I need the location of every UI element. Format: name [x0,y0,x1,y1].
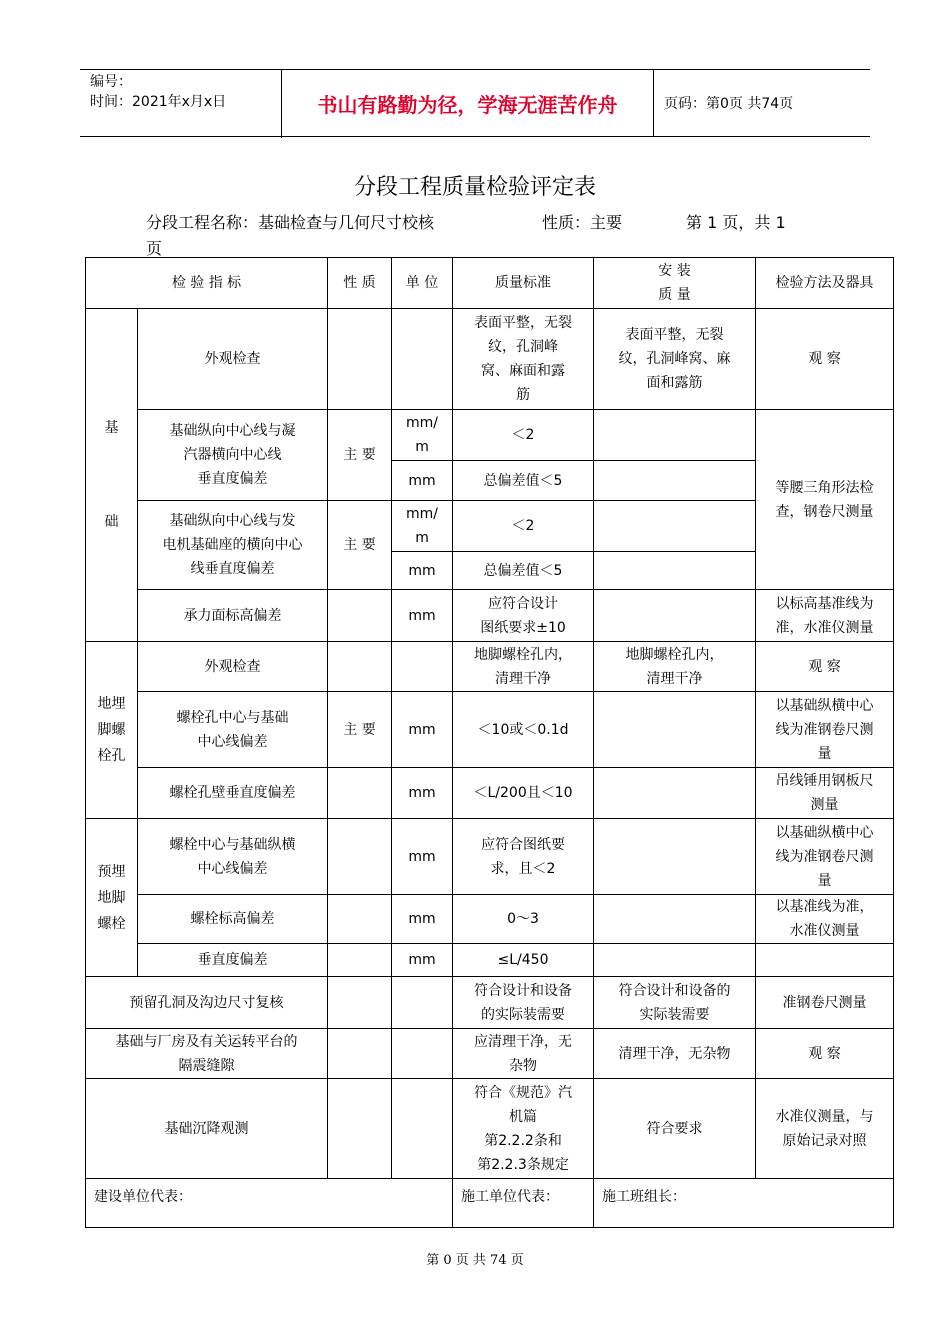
header-motto-cell [282,70,654,136]
item-cell: 基础纵向中心线与凝 汽器横向中心线 垂直度偏差 [138,410,328,501]
quality-cell: 符合设计和设备的 实际装需要 [594,977,756,1029]
subtitle-page: 第 1 页，共 1 [686,213,786,232]
table-row [86,977,894,1029]
header-install-quality: 安 装 质 量 [594,258,756,309]
project-nature: 性质：主要 [542,213,623,232]
standard-cell: ＜L/200且＜10 [453,768,594,819]
standard-cell: 表面平整，无裂 纹，孔洞峰 窝、麻面和露 筋 [453,309,594,410]
table-header-row [86,258,894,309]
item-cell: 垂直度偏差 [138,944,328,977]
table-row [86,1029,894,1079]
method-cell: 以基础纵横中心 线为准钢卷尺测 量 [756,692,894,768]
method-cell: 吊线锤用钢板尺 测量 [756,768,894,819]
page-footer: 第 0 页 共 74 页 [426,1253,524,1268]
unit-cell: mm [392,819,453,895]
table-row [86,590,894,642]
team-leader: 施工班组长： [594,1179,894,1228]
item-cell: 承力面标高偏差 [138,590,328,642]
unit-cell: mm/ m [392,501,453,552]
project-name: 分段工程名称：基础检查与几何尺寸校核 [146,213,435,232]
group-foundation: 基 础 [86,309,138,642]
standard-cell: ＜10或＜0.1d [453,692,594,768]
unit-cell: mm/ m [392,410,453,461]
standard-cell: 地脚螺栓孔内， 清理干净 [453,642,594,692]
header-nature: 性 质 [328,258,392,309]
builder-representative: 施工单位代表： [453,1179,594,1228]
unit-cell: mm [392,461,453,501]
nature-cell: 主 要 [328,501,392,590]
table-row [86,944,894,977]
quality-cell: 清理干净，无杂物 [594,1029,756,1079]
standard-cell: 总偏差值＜5 [453,461,594,501]
standard-cell: 0～3 [453,895,594,944]
group-embedded-bolt: 预埋 地脚 螺栓 [86,819,138,977]
method-cell: 观 察 [756,309,894,410]
standard-cell: 总偏差值＜5 [453,552,594,590]
number-label: 编号： [90,74,132,90]
item-cell: 预留孔洞及沟边尺寸复核 [86,977,328,1029]
method-cell: 观 察 [756,1029,894,1079]
table-row [86,895,894,944]
standard-cell: ＜2 [453,410,594,461]
method-cell: 观 察 [756,642,894,692]
item-cell: 基础与厂房及有关运转平台的 隔震缝隙 [86,1029,328,1079]
owner-representative: 建设单位代表： [86,1179,453,1228]
page-info: 页码：第0页 共74页 [664,96,794,112]
unit-cell: mm [392,590,453,642]
unit-cell: mm [392,692,453,768]
unit-cell: mm [392,552,453,590]
nature-cell: 主 要 [328,692,392,768]
nature-cell: 主 要 [328,410,392,501]
header-standard: 质量标准 [453,258,594,309]
method-cell: 以标高基准线为 准，水准仪测量 [756,590,894,642]
header-meta [80,70,282,138]
table-row [86,768,894,819]
standard-cell: ≤L/450 [453,944,594,977]
standard-cell: 应符合设计 图纸要求±10 [453,590,594,642]
subtitle-line [146,210,786,233]
standard-cell: ＜2 [453,501,594,552]
standard-cell: 符合设计和设备 的实际装需要 [453,977,594,1029]
standard-cell: 应清理干净，无 杂物 [453,1029,594,1079]
header-page-cell [664,70,870,136]
page-title: 分段工程质量检验评定表 [353,175,596,200]
quality-cell: 符合要求 [594,1079,756,1179]
standard-cell: 应符合图纸要 求，且＜2 [453,819,594,895]
header-indicator: 检 验 指 标 [86,258,328,309]
document-header [80,69,870,137]
quality-cell: 表面平整，无裂 纹，孔洞峰窝、麻 面和露筋 [594,309,756,410]
date-label: 时间：2021年x月x日 [90,94,227,110]
method-cell: 以基础纵横中心 线为准钢卷尺测 量 [756,819,894,895]
item-cell: 螺栓中心与基础纵横 中心线偏差 [138,819,328,895]
method-cell: 等腰三角形法检 查，钢卷尺测量 [756,410,894,590]
header-unit: 单 位 [392,258,453,309]
table-row [86,692,894,768]
item-cell: 螺栓标高偏差 [138,895,328,944]
method-cell: 以基准线为准， 水准仪测量 [756,895,894,944]
method-cell: 准钢卷尺测量 [756,977,894,1029]
method-cell: 水准仪测量，与 原始记录对照 [756,1079,894,1179]
group-anchor-hole: 地埋 脚螺 栓孔 [86,642,138,819]
signature-row [86,1179,894,1228]
subtitle-page-cont: 页 [146,239,163,258]
table-row [86,309,894,410]
item-cell: 螺栓孔中心与基础 中心线偏差 [138,692,328,768]
item-cell: 外观检查 [138,309,328,410]
table-row [86,819,894,895]
motto: 书山有路勤为径，学海无涯苦作舟 [317,92,618,117]
table-row [86,642,894,692]
item-cell: 外观检查 [138,642,328,692]
standard-cell: 符合《规范》汽 机篇 第2.2.2条和 第2.2.3条规定 [453,1079,594,1179]
table-row [86,410,894,461]
unit-cell: mm [392,944,453,977]
quality-cell: 地脚螺栓孔内， 清理干净 [594,642,756,692]
item-cell: 基础沉降观测 [86,1079,328,1179]
inspection-table [85,257,894,1228]
unit-cell: mm [392,895,453,944]
item-cell: 基础纵向中心线与发 电机基础座的横向中心 线垂直度偏差 [138,501,328,590]
item-cell: 螺栓孔壁垂直度偏差 [138,768,328,819]
header-method: 检验方法及器具 [756,258,894,309]
unit-cell: mm [392,768,453,819]
table-row [86,1079,894,1179]
